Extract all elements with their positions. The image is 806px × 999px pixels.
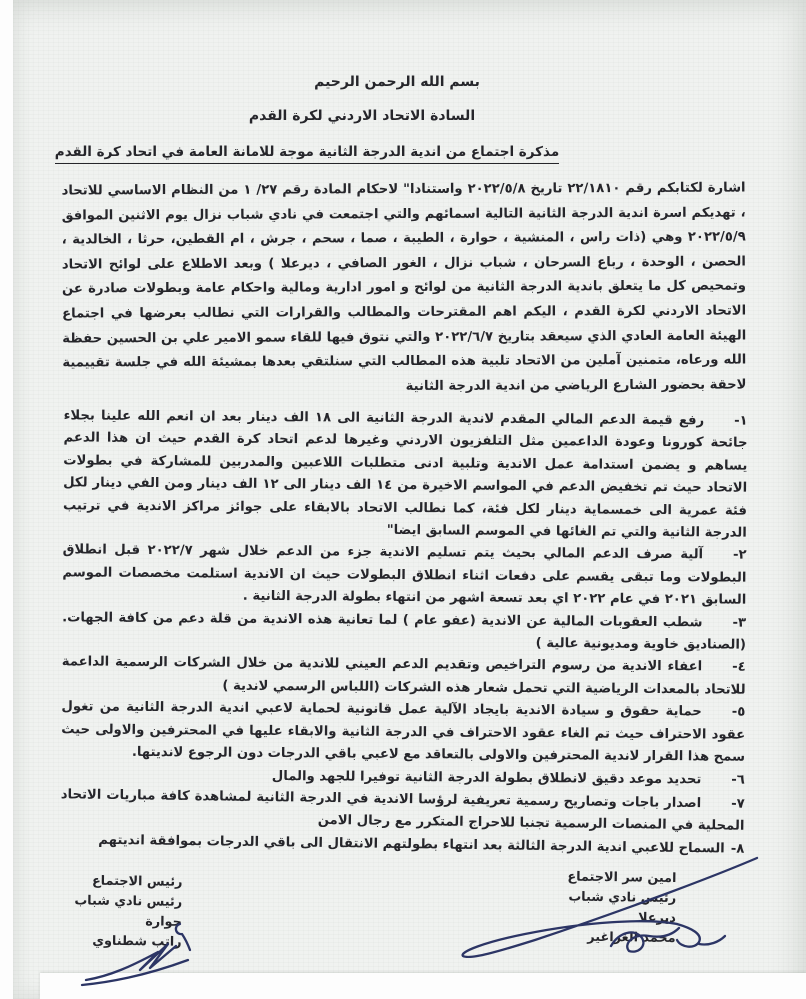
item-text: حماية حقوق و سيادة الاندية بايجاد الآلية عمل قانونية لحماية لاعبي اندية الدرجة الثانية من تغول عقود الاحتراف حيث تم الغاء عقود الاحتراف في الدرجة الثانية والابقاء عليها في المحترفين والاولى حيث سمح هذا القرار لاندية المحترفين والاولى بالتعاقد مع لاعبي باقي الدرجات دون الرجوع لانديتها. [61, 699, 746, 766]
item-number: ٥- [731, 705, 746, 721]
sig-left-title: رئيس الاجتماع [91, 873, 183, 890]
subject-underlined-title: مذكرة اجتماع من اندية الدرجة الثانية موجة للامانة العامة في اتحاد كرة القدم [55, 144, 559, 164]
sig-left-name: راتب شطناوي [92, 933, 182, 950]
item-number: ٣- [732, 615, 747, 631]
item-number: ٦- [731, 772, 745, 788]
sig-right-role: رئيس نادي شباب ديرعلا [568, 889, 677, 927]
item-number: ٢- [733, 548, 747, 564]
item-text: تحديد موعد دقيق لانطلاق بطولة الدرجة الثانية توفيرا للجهد والمال [271, 768, 702, 788]
demand-item-2 [62, 540, 747, 613]
handwritten-signature-right-ink [415, 848, 775, 978]
demand-item-1 [63, 406, 748, 546]
demand-item-3 [62, 607, 746, 657]
item-text: السماح للاعبي اندية الدرجة الثالثة بعد انتهاء بطولتهم الانتقال الى باقي الدرجات بموافقة انديتهم [98, 832, 725, 857]
item-number: ٨- [730, 841, 745, 857]
handwritten-signature-left-ink [80, 916, 220, 991]
intro-paragraph: اشارة لكتابكم رقم ٢٢/١٨١٠ تاريخ ٢٠٢٢/٥/٨ واستنادا" لاحكام المادة رقم ٢٧/ ١ من النظام الاساسي للاتحاد ، تهديكم اسرة اندية الدرجة الثانية التالية اسمائهم والتي اجتمعت في نادي شباب نزال يوم الاثنين الموافق ٢٠٢٢/٥/٩ وهي (ذات راس ، المنشية ، حوارة ، الطيبة ، صما ، سحم ، جرش ، ام القطين، حرثا ، الخالدية ، الحصن ، الوحدة ، رباع السرحان ، شباب نزال ، الغور الصافي ، ديرعلا ) وبعد الاطلاع على لوائح الاتحاد وتمحيص كل ما يتعلق باندية الدرجة الثانية من لوائح و امور ادارية ومالية واحكام عامة وبطولات صادرة عن الاتحاد الاردني لكرة القدم ، اليكم اهم المقترحات والمطالب والقرارات التي نطالب بعرضها في اجتماع الهيئة العامة العادي الذي سيعقد بتاريخ ٢٠٢٢/٦/٧ والتي نتوق فيها للقاء سمو الامير علي بن الحسين حفظة الله ورعاه، متمنين آملين من الاتحاد تلبية هذه المطالب التي سنلتقي بعدها بمشيئة الله في جلسة تقييمية لاحقة بحضور الشارع الرياضي من اندية الدرجة الثانية [61, 180, 747, 394]
item-number: ٧- [731, 796, 745, 813]
sig-left-role: رئيس نادي شباب حوارة [74, 893, 183, 930]
item-text: اصدار باجات وتصاريح رسمية تعريفية لرؤسا الاندية في الدرجة الثانية لمشاهدة كافة مباريات الاتحاد المحلية في المنصات الرسمية تجنبا للاحراج المتكرر مع رجال الامن [60, 787, 745, 835]
item-text: رفع قيمة الدعم المالي المقدم لاندية الدرجة الثانية الى ١٨ الف دينار بعد ان انعم الله علينا بجلاء جائحة كورونا وعودة الداعمين مثل التلفزيون الاردني وغيرها لدعم اتحاد كرة القدم حيث ان هذا الدعم يساهم و يضمن استدامة عمل الاندية وتلبية ادنى متطلبات اللاعبين والمدربين للمشاركة في بطولات الاتحاد حيث تم تخفيض الدعم في المواسم الاخيرة من ١٤ الف دينار الى ١٢ الف دينار ومن الفي دينار لكل فئة عمرية الى خمسماية دينار لكل فئة، كما نطالب الاتحاد بالابقاء على جوائز مراكز الاندية في ترتيب الدرجة الثانية والتي تم الغائها في الموسم السابق ايضا" [62, 408, 748, 542]
item-number: ١- [734, 413, 748, 430]
sig-right-title: امين سر الاجتماع [567, 869, 677, 887]
demand-item-5 [61, 697, 746, 770]
item-text: شطب العقوبات المالية عن الاندية (عفو عام ) لما تعانية هذه الاندية من قلة دعم من كافة الجهات. (الصناديق خاوية ومديونية عالية ) [62, 610, 746, 654]
basmala-line: بسم الله الرحمن الرحيم [314, 74, 480, 90]
sig-right-name: محمد الغراغير [587, 929, 676, 947]
item-number: ٤- [732, 660, 746, 676]
item-text: آلية صرف الدعم المالي بحيث يتم تسليم الاندية جزء من الدعم خلال شهر ٢٠٢٢/٧ قبل انطلاق البطولات وما تبقى يقسم على دفعات اثناء انطلاق البطولات حيث ان الاندية استلمت مخصصات الموسم السابق ٢٠٢١ في عام ٢٠٢٢ اي بعد تسعة اشهر من انتهاء بطولة الدرجة الثانية . [62, 543, 747, 609]
demand-item-4 [61, 652, 745, 702]
document-content [54, 74, 748, 857]
item-text: اعفاء الاندية من رسوم التراخيص وتقديم الدعم العيني للاندية من خلال الشركات الرسمية الداعمة للاتحاد بالمعدات الرياضية التي تحمل شعار هذه الشركات (اللباس الرسمي لاندية ) [61, 655, 746, 698]
demands-list [60, 406, 747, 859]
addressee-line: السادة الاتحاد الاردني لكرة القدم [248, 108, 476, 124]
subject-row [0, 141, 649, 164]
